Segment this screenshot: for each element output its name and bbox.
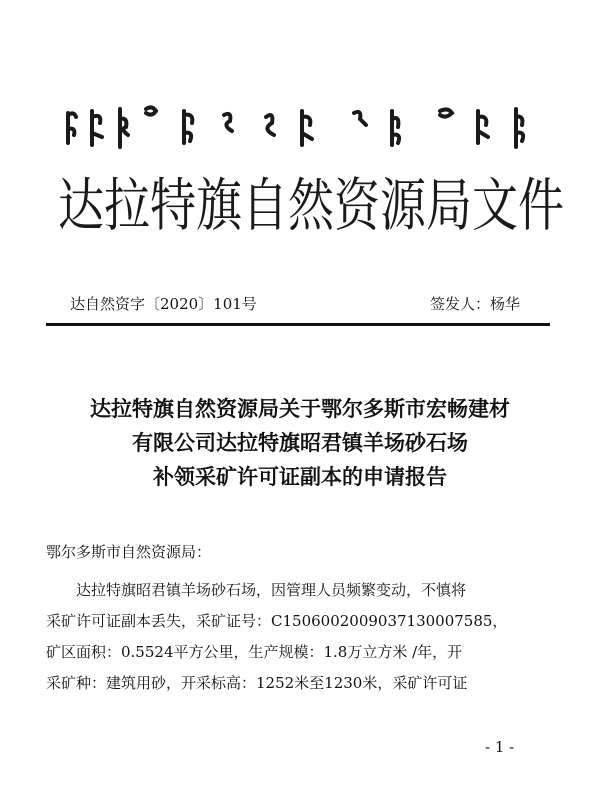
body-line: 采矿许可证副本丢失，采矿证号：C1506002009037130007585， — [46, 612, 508, 630]
document-meta — [70, 293, 530, 315]
report-title-line: 补领采矿许可证副本的申请报告 — [153, 464, 447, 489]
report-title — [40, 392, 560, 494]
report-title-line: 达拉特旗自然资源局关于鄂尔多斯市宏畅建材 — [90, 396, 510, 421]
header-divider — [46, 323, 550, 326]
report-title-line: 有限公司达拉特旗昭君镇羊场砂石场 — [132, 430, 468, 455]
document-number: 达自然资字〔2020〕101号 — [70, 295, 257, 313]
body-line: 达拉特旗昭君镇羊场砂石场，因管理人员频繁变动，不慎将 — [46, 581, 467, 599]
body-line: 矿区面积：0.5524平方公里，生产规模：1.8万立方米 /年，开 — [46, 643, 463, 661]
body-line: 采矿种：建筑用砂，开采标高：1252米至1230米，采矿许可证 — [46, 674, 468, 692]
recipient: 鄂尔多斯市自然资源局： — [46, 543, 212, 561]
body-text — [46, 575, 551, 699]
agency-title: 达拉特旗自然资源局文件 — [58, 171, 564, 239]
page-number: - 1 - — [485, 738, 515, 756]
signer: 签发人：杨华 — [429, 295, 520, 313]
mongolian-script-title-icon — [62, 103, 532, 153]
